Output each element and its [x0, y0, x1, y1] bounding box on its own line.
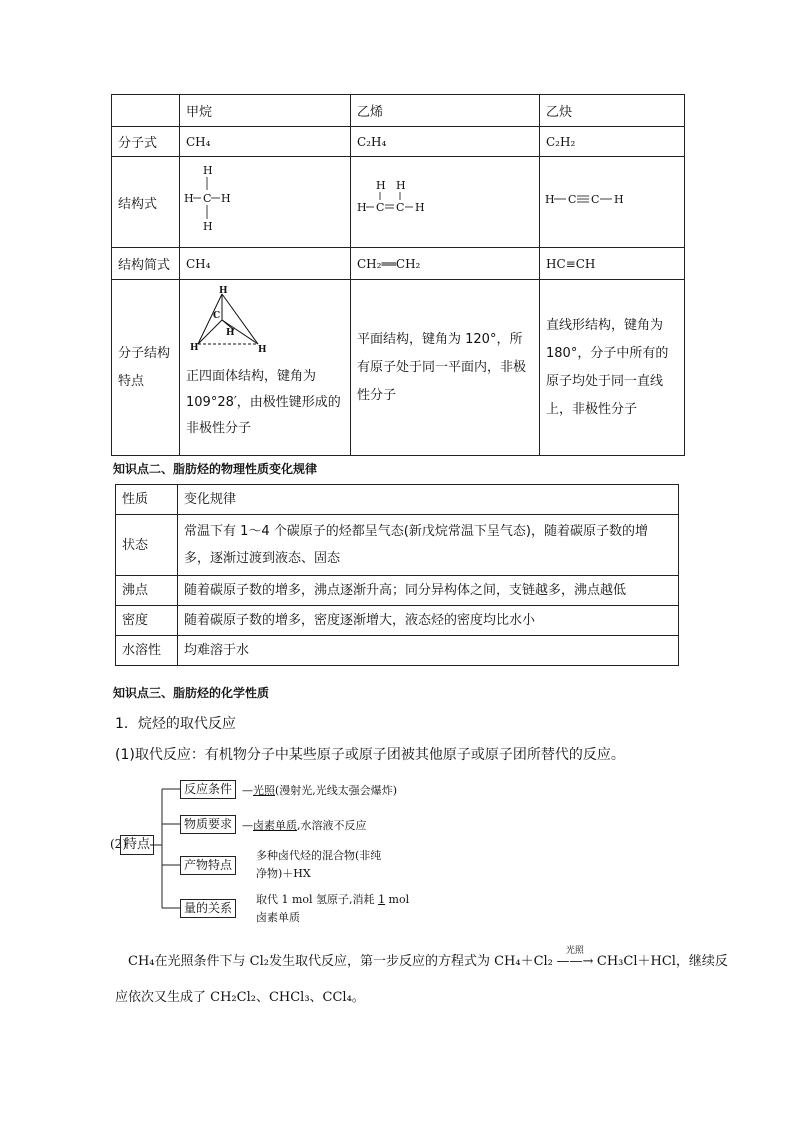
methane-feature: [180, 280, 351, 456]
svg-text:H: H: [376, 179, 386, 192]
header-methane: 甲烷: [180, 95, 351, 127]
acetylene-feature: 直线形结构，键角为180°，分子中所有的原子均处于同一直线上，非极性分子: [540, 280, 685, 456]
svg-text:C: C: [203, 192, 212, 205]
reaction-condition-text: —光照(漫射光,光线太强会爆炸): [242, 784, 398, 797]
label-reaction-condition: 反应条件: [180, 780, 236, 799]
definition-substitution: (1)取代反应：有机物分子中某些原子或原子团被其他原子或原子团所替代的反应。: [115, 747, 625, 763]
equation-line-2: 应依次又生成了 CH₂Cl₂、CHCl₃、CCl₄。: [115, 990, 365, 1005]
reaction-condition: 光照: [565, 946, 584, 956]
rule-density: 随着碳原子数的增多，密度逐渐增大，液态烃的密度均比水小: [178, 606, 679, 636]
svg-text:C: C: [213, 311, 221, 321]
rule-state: 常温下有 1～4 个碳原子的烃都呈气态(新戊烷常温下呈气态)，随着碳原子数的增多，逐渐过渡到液态、固态: [178, 515, 679, 576]
section-heading-3: 知识点三、脂肪烃的化学性质: [113, 686, 270, 700]
prop-boiling: 沸点: [116, 576, 178, 606]
prop-density: 密度: [116, 606, 178, 636]
svg-text:H: H: [258, 345, 266, 355]
substitution-features-diagram: [110, 775, 470, 925]
substance-requirement-text: —卤素单质,水溶液不反应: [242, 819, 367, 832]
product-feature-line2: 净物)＋HX: [256, 867, 311, 880]
label-quantity-relation: 量的关系: [180, 899, 236, 918]
acetylene-structure-diagram: [540, 157, 684, 243]
svg-text:C: C: [396, 201, 405, 214]
equation-line-1: CH₄在光照条件下与 Cl₂发生取代反应，第一步反应的方程式为 CH₄＋Cl₂ 光照 ——→ CH₃Cl＋HCl，继续反: [128, 950, 728, 969]
label-substance-requirement: 物质要求: [180, 815, 236, 834]
acetylene-structure: [540, 157, 685, 248]
rule-solubility: 均难溶于水: [178, 636, 679, 666]
tree-prefix: (2): [110, 837, 127, 851]
svg-text:H: H: [357, 201, 367, 214]
ethylene-formula: C₂H₄: [351, 127, 540, 157]
tetrahedron-diagram: [186, 284, 266, 360]
svg-text:C: C: [568, 193, 577, 206]
methane-structure: [180, 157, 351, 248]
acetylene-formula: C₂H₂: [540, 127, 685, 157]
reaction-arrow: 光照 ——→: [553, 954, 597, 969]
svg-text:H: H: [219, 286, 228, 296]
row-label-feature: 分子结构特点: [112, 280, 180, 456]
header-property: 性质: [116, 485, 178, 515]
svg-text:H: H: [545, 193, 555, 206]
svg-text:H: H: [614, 193, 624, 206]
row-label-formula: 分子式: [112, 127, 180, 157]
acetylene-simple: HC≡CH: [540, 248, 685, 280]
svg-text:H: H: [221, 192, 231, 205]
section-heading-2: 知识点二、脂肪烃的物理性质变化规律: [113, 462, 318, 476]
methane-feature-text: 正四面体结构，键角为109°28′，由极性键形成的非极性分子: [186, 369, 341, 436]
header-rule: 变化规律: [178, 485, 679, 515]
svg-text:H: H: [415, 201, 425, 214]
svg-text:C: C: [591, 193, 600, 206]
svg-text:H: H: [184, 192, 194, 205]
quantity-relation-line1: 取代 1 mol 氢原子,消耗 1 mol: [256, 893, 410, 906]
header-ethylene: 乙烯: [351, 95, 540, 127]
header-acetylene: 乙炔: [540, 95, 685, 127]
prop-state: 状态: [116, 515, 178, 576]
ethylene-structure-diagram: [351, 157, 539, 243]
ethylene-structure: [351, 157, 540, 248]
header-empty: [112, 95, 180, 127]
ethylene-feature: 平面结构，键角为 120°，所有原子处于同一平面内，非极性分子: [351, 280, 540, 456]
methane-simple: CH₄: [180, 248, 351, 280]
prop-solubility: 水溶性: [116, 636, 178, 666]
svg-text:C: C: [376, 201, 385, 214]
label-product-feature: 产物特点: [180, 856, 236, 875]
quantity-relation-line2: 卤素单质: [256, 911, 300, 924]
svg-text:H: H: [396, 179, 406, 192]
physical-properties-table: [115, 484, 679, 666]
row-label-simple: 结构简式: [112, 248, 180, 280]
svg-text:H: H: [203, 220, 213, 233]
row-label-structure: 结构式: [112, 157, 180, 248]
rule-boiling: 随着碳原子数的增多，沸点逐渐升高；同分异构体之间，支链越多，沸点越低: [178, 576, 679, 606]
methane-formula: CH₄: [180, 127, 351, 157]
svg-text:H: H: [190, 343, 199, 353]
subsection-1: 1．烷烃的取代反应: [115, 716, 236, 732]
svg-text:H: H: [203, 164, 213, 177]
tree-root-label: 特点: [120, 835, 154, 855]
svg-text:H: H: [226, 328, 235, 338]
product-feature-line1: 多种卤代烃的混合物(非纯: [256, 849, 382, 862]
hydrocarbon-comparison-table: [111, 94, 685, 456]
ethylene-simple: CH₂══CH₂: [351, 248, 540, 280]
methane-structure-diagram: [180, 157, 350, 243]
